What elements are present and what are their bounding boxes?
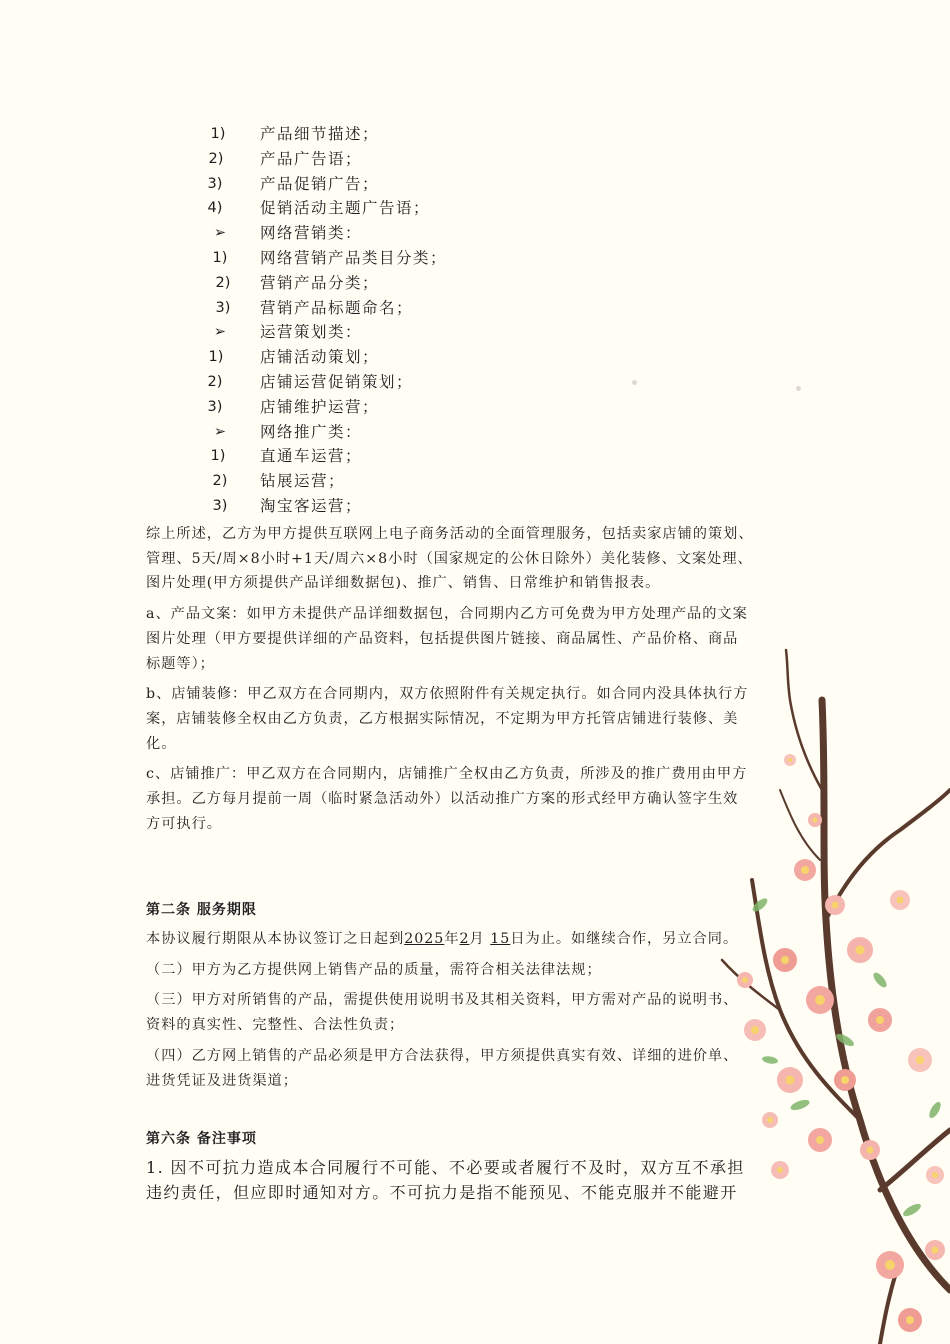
list-marker: 3) <box>212 497 228 514</box>
term-year-unit: 年 <box>444 931 460 947</box>
list-item <box>0 221 950 246</box>
list-text: 店铺运营促销策划； <box>260 372 414 391</box>
list-marker: 4) <box>207 200 223 217</box>
list-text: 促销活动主题广告语； <box>260 199 431 218</box>
paragraph-b-line: b、店铺装修：甲乙双方在合同期内，双方依照附件有关规定执行。如合同内没具体执行方 <box>146 686 749 703</box>
list-text: 网络推广类： <box>260 422 363 441</box>
article-6-line: 违约责任，但应即时通知对方。不可抗力是指不能预见、不能克服并不能避开 <box>146 1182 738 1202</box>
list-text: 直通车运营； <box>260 447 363 466</box>
list-marker: 2) <box>212 473 228 490</box>
article-6-heading: 第六条 备注事项 <box>146 1131 257 1147</box>
clause-3-line: 资料的真实性、完整性、合法性负责； <box>146 1017 405 1034</box>
term-day: 15 <box>490 931 511 947</box>
paragraph-c-line: 承担。乙方每月提前一周（临时紧急活动外）以活动推广方案的形式经甲方确认签字生效 <box>146 791 739 808</box>
summary-section <box>146 522 816 836</box>
list-item <box>0 370 950 395</box>
paragraph-c-line: c、店铺推广：甲乙双方在合同期内，店铺推广全权由乙方负责，所涉及的推广费用由甲方 <box>146 766 748 783</box>
list-item <box>0 271 950 296</box>
service-term-line <box>146 927 816 952</box>
clause-2: （二）甲方为乙方提供网上销售产品的质量，需符合相关法律法规； <box>146 961 602 978</box>
list-text: 网络营销产品类目分类； <box>260 248 448 267</box>
list-item <box>0 345 950 370</box>
service-item-list <box>0 122 950 519</box>
list-text: 营销产品分类； <box>260 273 380 292</box>
list-item <box>0 494 950 519</box>
term-prefix: 本协议履行期限从本协议签订之日起到 <box>146 931 405 947</box>
term-month: 2 <box>459 931 470 947</box>
list-text: 店铺活动策划； <box>260 348 380 367</box>
term-suffix: 日为止。如继续合作，另立合同。 <box>510 931 739 947</box>
article-6-line: 1. 因不可抗力造成本合同履行不可能、不必要或者履行不及时，双方互不承担 <box>146 1158 745 1177</box>
paragraph-a-line: a、产品文案：如甲方未提供产品详细数据包，合同期内乙方可免费为甲方处理产品的文案 <box>146 606 748 623</box>
list-item <box>0 320 950 345</box>
list-item <box>0 172 950 197</box>
list-text: 钻展运营； <box>260 472 346 491</box>
list-marker: 2) <box>215 274 231 291</box>
summary-line: 管理、5天/周×8小时+1天/周六×8小时（国家规定的公休日除外）美化装修、文案处理、 <box>146 550 753 567</box>
clause-4-line: 进货凭证及进货渠道； <box>146 1072 298 1089</box>
arrow-bullet-icon: ➢ <box>213 423 227 440</box>
article-2-heading: 第二条 服务期限 <box>146 902 257 918</box>
list-marker: 1) <box>212 249 228 266</box>
article-6-body <box>146 1156 816 1205</box>
list-marker: 2) <box>208 150 224 167</box>
paragraph-a-line: 标题等）； <box>146 655 215 672</box>
list-marker: 1) <box>210 448 226 465</box>
list-item <box>0 147 950 172</box>
paragraph-b-line: 化。 <box>146 735 177 752</box>
list-text: 产品促销广告； <box>260 174 380 193</box>
list-marker: 3) <box>207 175 223 192</box>
summary-line: 综上所述，乙方为甲方提供互联网上电子商务活动的全面管理服务，包括卖家店铺的策划、 <box>146 526 754 542</box>
list-item <box>0 395 950 420</box>
list-item <box>0 246 950 271</box>
list-marker: 1) <box>210 126 226 142</box>
list-text: 店铺维护运营； <box>260 397 380 416</box>
list-item <box>0 122 950 147</box>
list-item <box>0 444 950 469</box>
term-month-unit: 月 <box>469 931 485 947</box>
list-item <box>0 420 950 445</box>
list-text: 产品广告语； <box>260 149 363 168</box>
list-text: 淘宝客运营； <box>260 496 363 515</box>
list-marker: 2) <box>207 373 223 390</box>
paragraph-a-line: 图片处理（甲方要提供详细的产品资料，包括提供图片链接、商品属性、产品价格、商品 <box>146 630 739 647</box>
article-2-body <box>146 927 816 1093</box>
paragraph-c-line: 方可执行。 <box>146 815 222 832</box>
list-marker: 3) <box>207 398 223 415</box>
clause-3-line: （三）甲方对所销售的产品，需提供使用说明书及其相关资料，甲方需对产品的说明书、 <box>146 992 739 1009</box>
list-text: 网络营销类： <box>260 224 363 243</box>
list-text: 营销产品标题命名； <box>260 298 414 317</box>
list-text: 运营策划类： <box>260 323 363 342</box>
summary-line: 图片处理(甲方须提供产品详细数据包)、推广、销售、日常维护和销售报表。 <box>146 575 661 592</box>
list-text: 产品细节描述； <box>260 125 380 143</box>
list-marker: 1) <box>208 349 224 366</box>
arrow-bullet-icon: ➢ <box>213 225 227 242</box>
list-item <box>0 296 950 321</box>
paragraph-b-line: 案，店铺装修全权由乙方负责，乙方根据实际情况，不定期为甲方托管店铺进行装修、美 <box>146 710 739 727</box>
clause-4-line: （四）乙方网上销售的产品必须是甲方合法获得，甲方须提供真实有效、详细的进价单、 <box>146 1047 739 1064</box>
term-year: 2025 <box>404 931 445 947</box>
arrow-bullet-icon: ➢ <box>213 324 227 341</box>
list-marker: 3) <box>215 299 231 316</box>
list-item <box>0 469 950 494</box>
list-item <box>0 196 950 221</box>
